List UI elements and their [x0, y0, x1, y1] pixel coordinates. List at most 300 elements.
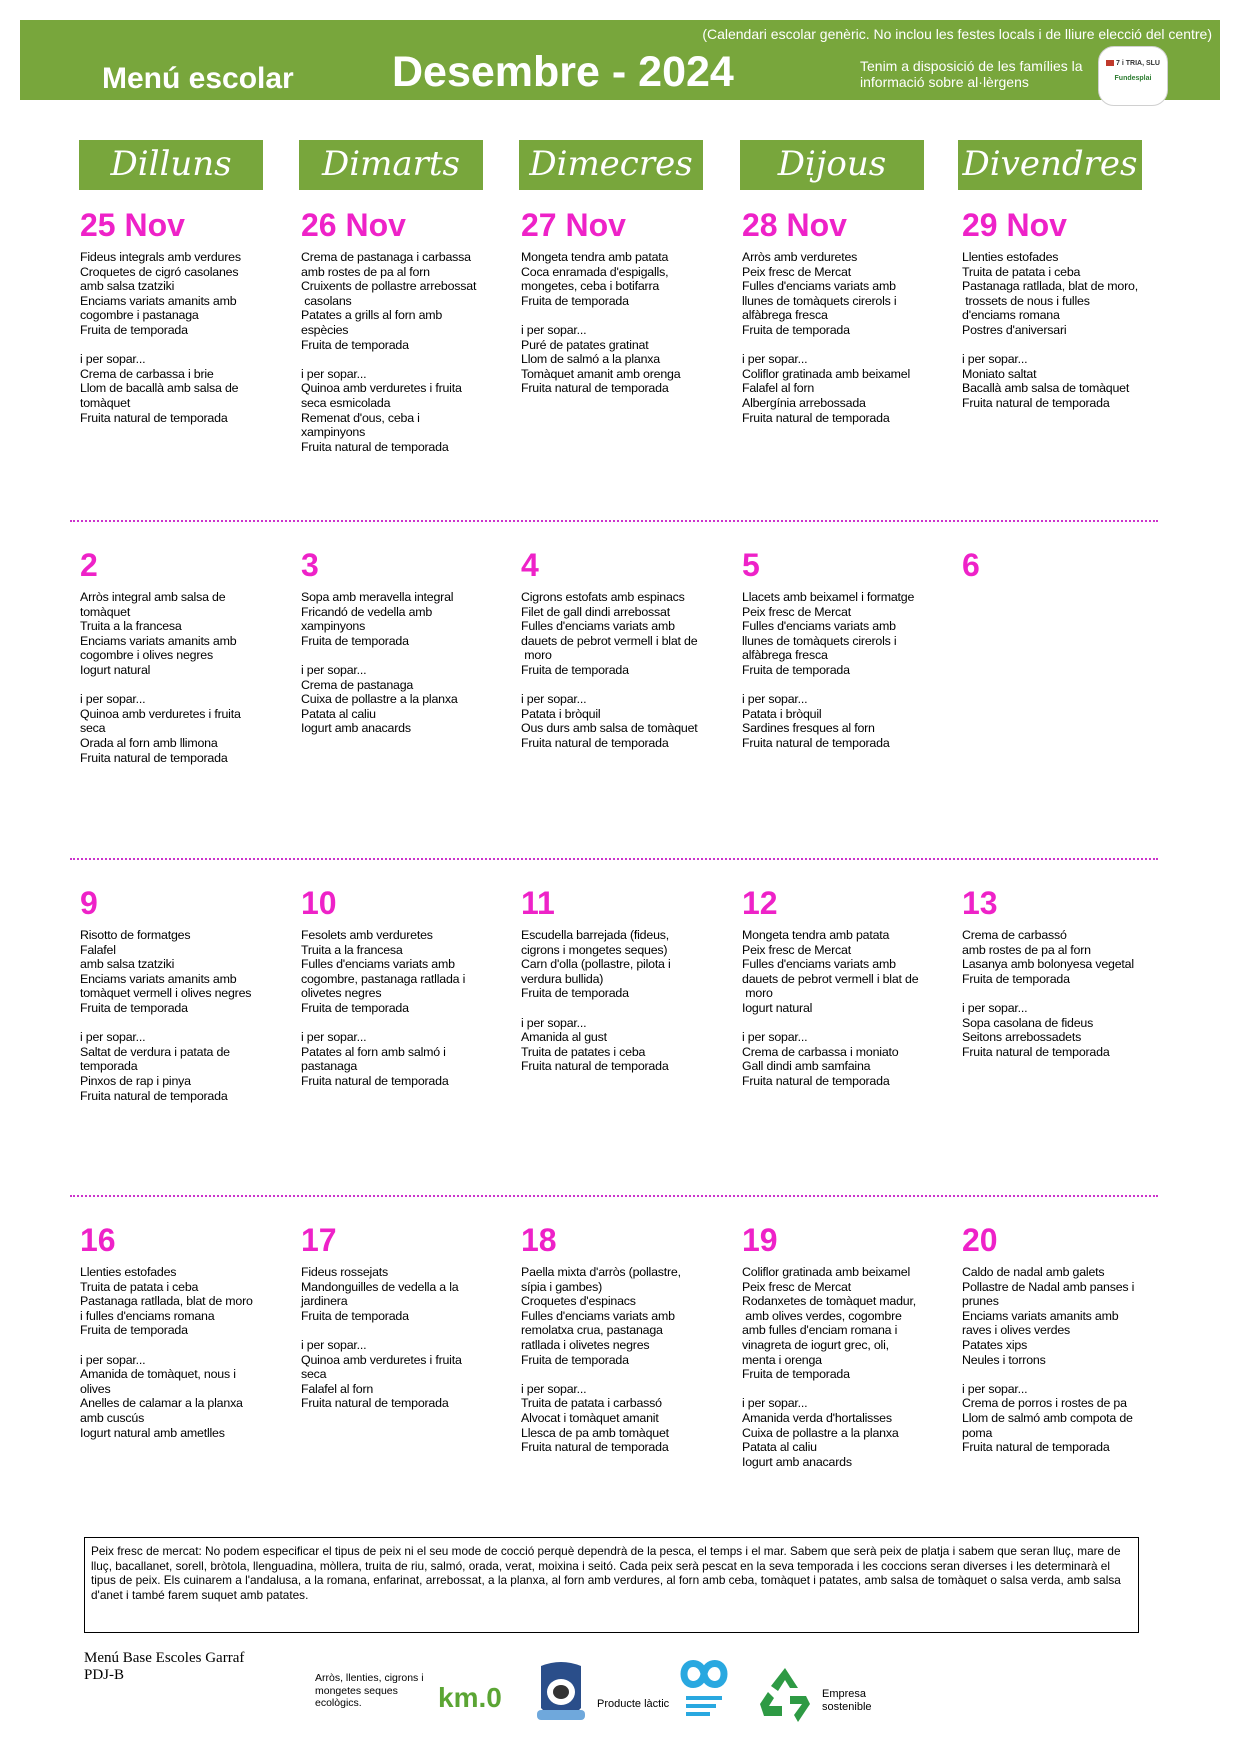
menu-item: i per sopar... — [521, 692, 587, 707]
menu-item — [521, 678, 717, 693]
day-number: 3 — [301, 547, 319, 583]
menu-item: cogombre i olives negres — [80, 648, 213, 663]
menu-item — [301, 1016, 497, 1031]
day-number: 5 — [742, 547, 760, 583]
allergen-info: Tenim a disposició de les famílies la informació sobre al·lèrgens — [860, 58, 1083, 90]
sustainable-company-label — [822, 1688, 872, 1714]
menu-item: Fruita natural de temporada — [80, 1088, 228, 1103]
week-divider — [70, 858, 1158, 860]
day-number: 12 — [742, 885, 778, 921]
menu-item: Fruita natural de temporada — [742, 735, 890, 750]
day-number: 6 — [962, 547, 980, 583]
menu-item: Seitons arrebossadets — [962, 1030, 1082, 1045]
menu-item: Fruita natural de temporada — [742, 410, 890, 425]
menu-base-code — [84, 1650, 244, 1684]
menu-item: cigrons i mongetes seques) — [521, 942, 668, 957]
menu-item: Amanida de tomàquet, nous i — [80, 1367, 236, 1382]
day-number: 13 — [962, 885, 998, 921]
menu-items-list — [80, 590, 276, 765]
menu-items-list — [742, 250, 938, 425]
menu-item: Fruita natural de temporada — [301, 1073, 449, 1088]
menu-item: Cuixa de pollastre a la planxa — [301, 692, 458, 707]
menu-item: Falafel — [80, 942, 116, 957]
day-cell — [80, 546, 276, 765]
menu-item: i per sopar... — [80, 1352, 146, 1367]
logo-flag-icon — [1106, 60, 1114, 66]
menu-item: Tomàquet amanit amb orenga — [521, 366, 681, 381]
menu-item: seca — [301, 1367, 327, 1382]
menu-items-list — [521, 1265, 717, 1455]
menu-item: Fruita de temporada — [80, 322, 188, 337]
day-cell — [521, 206, 717, 396]
menu-items-list — [80, 1265, 276, 1440]
day-cell — [962, 546, 1158, 590]
menu-item: Neules i torrons — [962, 1352, 1046, 1367]
menu-item: moro — [742, 986, 773, 1001]
day-number: 19 — [742, 1222, 778, 1258]
menu-item: Remenat d'ous, ceba i — [301, 410, 420, 425]
menu-item: Fruita natural de temporada — [962, 1044, 1110, 1059]
day-number: 11 — [521, 885, 555, 921]
menu-item: Fruita natural de temporada — [301, 439, 449, 454]
day-number: 18 — [521, 1222, 557, 1258]
menu-item: Fruita de temporada — [301, 337, 409, 352]
menu-item: remolatxa crua, pastanaga — [521, 1323, 663, 1338]
menu-item: i per sopar... — [301, 1030, 367, 1045]
menu-item: i per sopar... — [301, 1337, 367, 1352]
menu-item: vinagreta de iogurt grec, oli, — [742, 1337, 889, 1352]
menu-item: alfàbrega fresca — [742, 308, 828, 323]
day-cell — [301, 884, 497, 1089]
weekday-header-wednesday: Dimecres — [519, 140, 703, 190]
menu-item: Crema de carbassa i moniato — [742, 1044, 899, 1059]
day-number: 4 — [521, 547, 539, 583]
calendar-disclaimer: (Calendari escolar genèric. No inclou les festes locals i de lliure elecció del centre) — [702, 26, 1212, 42]
page-header — [20, 20, 1220, 100]
day-number: 10 — [301, 885, 337, 921]
menu-item: i fulles d'enciams romana — [80, 1308, 215, 1323]
menu-item: Fruita natural de temporada — [80, 410, 228, 425]
menu-item: Fruita de temporada — [301, 633, 409, 648]
menu-item: Peix fresc de Mercat — [742, 1279, 851, 1294]
menu-item: Truita de patata i ceba — [80, 1279, 199, 1294]
menu-item: seca esmicolada — [301, 395, 391, 410]
menu-items-list — [301, 928, 497, 1089]
menu-item: Fulles d'enciams variats amb — [742, 619, 896, 634]
menu-item: i per sopar... — [742, 1396, 808, 1411]
menu-item: amb rostes de pa al forn — [301, 264, 430, 279]
menu-item: Carn d'olla (pollastre, pilota i — [521, 957, 671, 972]
menu-item: Pinxos de rap i pinya — [80, 1073, 191, 1088]
menu-item: Fruita natural de temporada — [521, 735, 669, 750]
day-number: 26 Nov — [301, 207, 406, 243]
menu-item: jardinera — [301, 1294, 348, 1309]
day-number: 2 — [80, 547, 98, 583]
day-cell — [742, 546, 938, 751]
menu-item: cogombre i pastanaga — [80, 308, 199, 323]
month-title: Desembre - 2024 — [392, 48, 734, 96]
menu-item — [521, 308, 717, 323]
menu-item: Llacets amb beixamel i formatge — [742, 590, 915, 604]
menu-item: tomàquet vermell i olives negres — [80, 986, 252, 1001]
menu-item: Paella mixta d'arròs (pollastre, — [521, 1265, 681, 1279]
menu-item: Patates xips — [962, 1337, 1028, 1352]
menu-item — [301, 1323, 497, 1338]
menu-item — [742, 678, 938, 693]
menu-item: Saltat de verdura i patata de — [80, 1044, 230, 1059]
menu-item: Llom de salmó amb compota de — [962, 1410, 1133, 1425]
menu-item: Cuixa de pollastre a la planxa — [742, 1425, 899, 1440]
menu-item: xampinyons — [301, 425, 366, 440]
menu-item: Postres d'aniversari — [962, 322, 1067, 337]
day-cell — [521, 1221, 717, 1455]
menu-item: Peix fresc de Mercat — [742, 604, 851, 619]
menu-item: Llom de salmó a la planxa — [521, 352, 660, 367]
menu-item: olivetes negres — [301, 986, 382, 1001]
menu-item: prunes — [962, 1294, 999, 1309]
menu-item: Llesca de pa amb tomàquet — [521, 1425, 669, 1440]
menu-items-list — [742, 590, 938, 751]
day-cell — [80, 206, 276, 425]
menu-item: Crema de porros i rostes de pa — [962, 1396, 1127, 1411]
menu-item — [521, 1367, 717, 1382]
menu-item: dauets de pebrot vermell i blat de — [742, 971, 919, 986]
menu-item: espècies — [301, 322, 349, 337]
menu-item: i per sopar... — [301, 662, 367, 677]
menu-item: Truita a la francesa — [301, 942, 403, 957]
week-divider — [70, 520, 1158, 522]
menu-item: Fruita de temporada — [521, 1352, 629, 1367]
menu-item: Fruita natural de temporada — [962, 395, 1110, 410]
menu-items-list — [521, 590, 717, 751]
menu-item — [521, 1001, 717, 1016]
menu-item: Quinoa amb verduretes i fruita — [80, 706, 241, 721]
menu-item: Quinoa amb verduretes i fruita — [301, 381, 462, 396]
menu-item: Fruita de temporada — [742, 662, 850, 677]
menu-item: Fruita de temporada — [742, 1367, 850, 1382]
weekday-header-monday: Dilluns — [79, 140, 263, 190]
menu-item: Fruita de temporada — [962, 971, 1070, 986]
menu-item: Fulles d'enciams variats amb — [521, 619, 675, 634]
menu-item: Iogurt natural — [742, 1000, 813, 1015]
menu-title: Menú escolar — [102, 62, 294, 95]
menu-item: trossets de nous i fulles — [962, 293, 1090, 308]
menu-item: amb cuscús — [80, 1410, 145, 1425]
menu-item: Escudella barrejada (fideus, — [521, 928, 669, 942]
empresa-line1: Empresa — [822, 1688, 867, 1700]
menu-item: Amanida al gust — [521, 1030, 607, 1045]
day-number: 16 — [80, 1222, 116, 1258]
recycle-icon — [754, 1664, 816, 1726]
menu-item: menta i orenga — [742, 1352, 822, 1367]
menu-item: i per sopar... — [80, 692, 146, 707]
menu-items-list — [521, 250, 717, 396]
menu-item — [80, 338, 276, 353]
menu-item: alfàbrega fresca — [742, 648, 828, 663]
menu-item: Fulles d'enciams variats amb — [742, 279, 896, 294]
menu-item: Mongeta tendra amb patata — [742, 928, 890, 942]
menu-item — [742, 1382, 938, 1397]
menu-item: Alvocat i tomàquet amanit — [521, 1410, 659, 1425]
menu-item: Crema de carbassa i brie — [80, 366, 214, 381]
menu-item: sípia i gambes) — [521, 1279, 603, 1294]
menu-item: d'enciams romana — [962, 308, 1060, 323]
day-cell — [301, 546, 497, 736]
menu-item: Fideus integrals amb verdures — [80, 250, 241, 264]
menu-item: Anelles de calamar a la planxa — [80, 1396, 243, 1411]
menu-item: Patates a grills al forn amb — [301, 308, 443, 323]
menu-items-list — [742, 928, 938, 1089]
menu-item: Fulles d'enciams variats amb — [742, 957, 896, 972]
menu-item: Croquetes de cigró casolanes — [80, 264, 239, 279]
menu-items-list — [962, 928, 1158, 1059]
menu-item: Coca enramada d'espigalls, — [521, 264, 669, 279]
weekday-header-tuesday: Dimarts — [299, 140, 483, 190]
day-cell — [742, 884, 938, 1089]
menu-item: i per sopar... — [742, 692, 808, 707]
menu-item: casolans — [301, 293, 352, 308]
menu-item: Crema de pastanaga — [301, 677, 414, 692]
menu-item: raves i olives verdes — [962, 1323, 1071, 1338]
menu-item: Fruita de temporada — [301, 1308, 409, 1323]
menu-item: Patata al caliu — [301, 706, 376, 721]
menu-items-list — [962, 250, 1158, 411]
eco-legumes-text: Arròs, llenties, cigrons i mongetes seques ecològics. — [315, 1672, 424, 1709]
menu-item: Enciams variats amanits amb — [80, 293, 237, 308]
menu-item: Fricandó de vedella amb — [301, 604, 433, 619]
menu-item: Fruita natural de temporada — [521, 1440, 669, 1455]
menu-item: Amanida verda d'hortalisses — [742, 1410, 892, 1425]
menu-item: Quinoa amb verduretes i fruita — [301, 1352, 462, 1367]
menu-item: Enciams variats amanits amb — [80, 971, 237, 986]
day-cell — [80, 1221, 276, 1440]
menu-item: i per sopar... — [80, 1030, 146, 1045]
menu-items-list — [301, 590, 497, 736]
menu-item: Llenties estofades — [80, 1265, 177, 1279]
menu-item: i per sopar... — [521, 1381, 587, 1396]
menu-item: Enciams variats amanits amb — [80, 633, 237, 648]
menu-item — [742, 338, 938, 353]
menu-item: Crema de pastanaga i carbassa — [301, 250, 471, 264]
menu-item: Coliflor gratinada amb beixamel — [742, 366, 911, 381]
menu-item: Fulles d'enciams variats amb — [301, 957, 455, 972]
menu-item: Llenties estofades — [962, 250, 1059, 264]
cow-seal-logo — [533, 1660, 589, 1730]
menu-item: Iogurt natural amb ametlles — [80, 1425, 225, 1440]
day-cell — [521, 884, 717, 1074]
menu-item: Fruita de temporada — [521, 986, 629, 1001]
menu-items-list — [742, 1265, 938, 1469]
menu-item: Fruita de temporada — [742, 322, 850, 337]
menu-item: amb salsa tzatziki — [80, 279, 175, 294]
menu-item: tomàquet — [80, 604, 131, 619]
menu-item: Fulles d'enciams variats amb — [521, 1308, 675, 1323]
menu-item: Patata i bròquil — [521, 706, 601, 721]
menu-item — [742, 1016, 938, 1031]
menu-item: Mandonguilles de vedella a la — [301, 1279, 459, 1294]
day-cell — [521, 546, 717, 751]
menu-item: Iogurt natural — [80, 662, 151, 677]
business-social-value-logo — [676, 1652, 732, 1724]
company-logo — [1098, 46, 1168, 106]
menu-item: tomàquet — [80, 395, 131, 410]
menu-item: Moniato saltat — [962, 366, 1037, 381]
menu-item: amb salsa tzatziki — [80, 957, 175, 972]
menu-item: poma — [962, 1425, 993, 1440]
menu-item: Puré de patates gratinat — [521, 337, 649, 352]
menu-item: Cruixents de pollastre arrebossat — [301, 279, 477, 294]
menu-item: temporada — [80, 1059, 138, 1074]
menu-item: Gall dindi amb samfaina — [742, 1059, 871, 1074]
menu-item: Truita de patates i ceba — [521, 1044, 646, 1059]
menu-items-list — [301, 250, 497, 454]
day-number: 25 Nov — [80, 207, 185, 243]
menu-item: Iogurt amb anacards — [301, 721, 411, 736]
menu-item: Peix fresc de Mercat — [742, 942, 851, 957]
menu-item: Cigrons estofats amb espinacs — [521, 590, 685, 604]
menu-item: ratllada i olivetes negres — [521, 1337, 650, 1352]
menu-item: Mongeta tendra amb patata — [521, 250, 669, 264]
menu-item: Fruita de temporada — [301, 1000, 409, 1015]
menu-item: Albergínia arrebossada — [742, 395, 866, 410]
menu-item: Sopa casolana de fideus — [962, 1015, 1094, 1030]
menu-item: Sopa amb meravella integral — [301, 590, 454, 604]
menu-items-list — [80, 250, 276, 425]
menu-item: pastanaga — [301, 1059, 358, 1074]
day-cell — [962, 206, 1158, 411]
menu-items-list — [962, 1265, 1158, 1455]
menu-item: Peix fresc de Mercat — [742, 264, 851, 279]
menu-item — [962, 338, 1158, 353]
menu-item: Fideus rossejats — [301, 1265, 389, 1279]
menu-item: Patata i bròquil — [742, 706, 822, 721]
day-number: 20 — [962, 1222, 998, 1258]
menu-item — [80, 1016, 276, 1031]
menu-item: amb fulles d'enciam romana i — [742, 1323, 898, 1338]
menu-item: llunes de tomàquets cirerols i — [742, 293, 897, 308]
menu-item: Fruita de temporada — [80, 1323, 188, 1338]
menu-item: i per sopar... — [742, 1030, 808, 1045]
menu-item: Fruita natural de temporada — [742, 1073, 890, 1088]
day-number: 9 — [80, 885, 98, 921]
menu-item: Pollastre de Nadal amb panses i — [962, 1279, 1135, 1294]
menu-item: i per sopar... — [521, 1015, 587, 1030]
menu-item — [962, 1367, 1158, 1382]
menu-item: mongetes, ceba i botifarra — [521, 279, 660, 294]
menu-item: Arròs amb verduretes — [742, 250, 858, 264]
menu-item: Bacallà amb salsa de tomàquet — [962, 381, 1130, 396]
weekday-header-friday: Divendres — [958, 140, 1142, 190]
menu-item: Rodanxetes de tomàquet madur, — [742, 1294, 916, 1309]
menu-item: Fruita natural de temporada — [521, 381, 669, 396]
menu-item: i per sopar... — [962, 1000, 1028, 1015]
day-cell — [301, 1221, 497, 1411]
day-number: 29 Nov — [962, 207, 1067, 243]
menu-item: Fruita natural de temporada — [521, 1059, 669, 1074]
menu-item: Ous durs amb salsa de tomàquet — [521, 721, 698, 736]
day-number: 17 — [301, 1222, 337, 1258]
menu-base-line1: Menú Base Escoles Garraf — [84, 1650, 245, 1666]
day-cell — [80, 884, 276, 1103]
menu-item — [80, 1338, 276, 1353]
logo-fundesplai: Fundesplai — [1114, 75, 1152, 82]
fish-note-box: Peix fresc de mercat: No podem especificar el tipus de peix ni el seu mode de cocció perquè dependrà de la pesca, el temps i el mar. Sabem que serà peix de platja i sabem que seran lluç, mare de lluç, bacallanet, sorell, bròtola, llenguadina, mòllera, truita de riu, salmó, orada, verat, moixina i seitó. Cada peix serà pescat en la seva temporada i les coccions seran diverses i les determinarà el tipus de peix. Els cuinarem a l'andalusa, a la romana, enfarinat, arrebossat, a la planxa, al forn amb verdures, al forn amb ceba, tomàquet i patates, amb salsa de tomàquet o salsa verda, amb salsa d'anet i també farem suquet amb patates. — [84, 1537, 1139, 1633]
menu-item: Filet de gall dindi arrebossat — [521, 604, 670, 619]
menu-item: Fruita natural de temporada — [962, 1440, 1110, 1455]
day-number: 27 Nov — [521, 207, 626, 243]
menu-item: amb olives verdes, cogombre — [742, 1308, 902, 1323]
menu-item — [301, 352, 497, 367]
menu-item: seca — [80, 721, 106, 736]
menu-items-list — [301, 1265, 497, 1411]
menu-item: Coliflor gratinada amb beixamel — [742, 1265, 911, 1279]
day-number: 28 Nov — [742, 207, 847, 243]
menu-item: moro — [521, 648, 552, 663]
menu-item: Pastanaga ratllada, blat de moro, — [962, 279, 1138, 294]
menu-item: llunes de tomàquets cirerols i — [742, 633, 897, 648]
menu-item: i per sopar... — [962, 1381, 1028, 1396]
menu-item: Pastanaga ratllada, blat de moro — [80, 1294, 253, 1309]
menu-item: amb rostes de pa al forn — [962, 942, 1091, 957]
menu-item: Fruita natural de temporada — [301, 1396, 449, 1411]
menu-item: dauets de pebrot vermell i blat de — [521, 633, 698, 648]
menu-item: Patata al caliu — [742, 1440, 817, 1455]
day-cell — [742, 206, 938, 425]
menu-item — [80, 678, 276, 693]
menu-item: Arròs integral amb salsa de — [80, 590, 226, 604]
menu-item: Falafel al forn — [301, 1381, 374, 1396]
menu-item: Crema de carbassó — [962, 928, 1067, 942]
menu-item: Fesolets amb verduretes — [301, 928, 433, 942]
menu-item: Risotto de formatges — [80, 928, 191, 942]
empresa-line2: sostenible — [822, 1701, 872, 1713]
menu-item: Croquetes d'espinacs — [521, 1294, 636, 1309]
menu-item: Llom de bacallà amb salsa de — [80, 381, 239, 396]
day-cell — [742, 1221, 938, 1469]
menu-item: Iogurt amb anacards — [742, 1454, 852, 1469]
menu-item: Fruita natural de temporada — [80, 750, 228, 765]
menu-item: Enciams variats amanits amb — [962, 1308, 1119, 1323]
lactic-product-label: Producte làctic — [597, 1698, 670, 1710]
menu-item — [301, 648, 497, 663]
day-cell — [962, 884, 1158, 1059]
menu-item: Fruita de temporada — [521, 662, 629, 677]
menu-item: i per sopar... — [521, 322, 587, 337]
menu-item: i per sopar... — [301, 366, 367, 381]
menu-items-list — [521, 928, 717, 1074]
menu-item: i per sopar... — [742, 352, 808, 367]
menu-item: Patates al forn amb salmó i — [301, 1044, 446, 1059]
menu-item: Truita a la francesa — [80, 619, 182, 634]
logo-company-name: 7 i TRIA, SLU — [1116, 60, 1160, 67]
menu-item: verdura bullida) — [521, 971, 604, 986]
menu-item: Fruita de temporada — [521, 293, 629, 308]
menu-item — [962, 986, 1158, 1001]
menu-item: xampinyons — [301, 619, 366, 634]
menu-items-list — [80, 928, 276, 1103]
weekday-header-thursday: Dijous — [740, 140, 924, 190]
menu-item: Caldo de nadal amb galets — [962, 1265, 1105, 1279]
menu-item: Truita de patata i carbassó — [521, 1396, 662, 1411]
menu-item: Sardines fresques al forn — [742, 721, 875, 736]
menu-item: olives — [80, 1381, 111, 1396]
menu-item: Orada al forn amb llimona — [80, 735, 218, 750]
day-cell — [962, 1221, 1158, 1455]
menu-item: Lasanya amb bolonyesa vegetal — [962, 957, 1134, 972]
day-cell — [301, 206, 497, 454]
menu-item: i per sopar... — [962, 352, 1028, 367]
menu-base-line2: PDJ-B — [84, 1667, 125, 1683]
